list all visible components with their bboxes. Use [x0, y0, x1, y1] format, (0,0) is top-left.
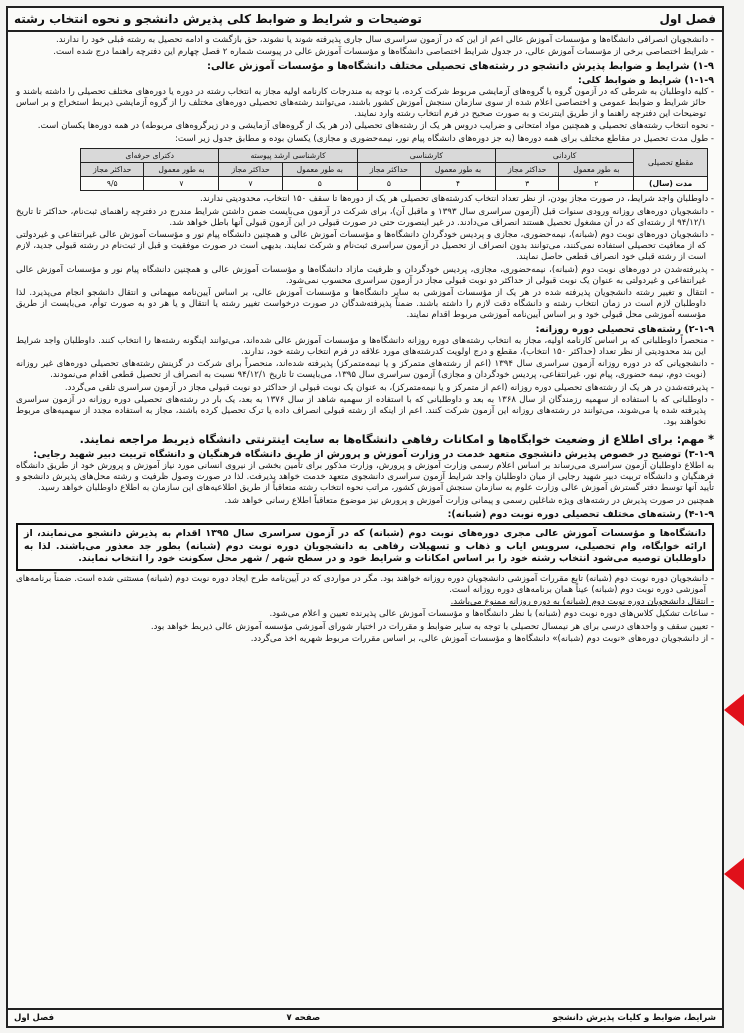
- footer-chapter: فصل اول: [14, 1013, 55, 1023]
- table-cell: ۵: [357, 177, 420, 191]
- intro-paragraph-2: - شرایط اختصاصی برخی از مؤسسات آموزش عالی، در جدول شرایط اختصاصی دانشگاه‌ها و مؤسسات آموزش عالی در پیوست شماره ۲ فصل چهارم این دفترچه راهنما درج شده است.: [53, 47, 714, 58]
- table-row: [81, 177, 708, 191]
- red-pointer-arrow-icon: [724, 694, 744, 726]
- table-level-bachelor: کارشناسی: [357, 148, 495, 162]
- table-subheader-normal: به طور معمول: [282, 163, 357, 177]
- section-2-title: ۲-۱-۹) رشته‌های تحصیلی دوره روزانه:: [535, 323, 714, 335]
- page-content: [8, 32, 722, 645]
- table-cell: ۳: [496, 177, 559, 191]
- boxed-notice: دانشگاه‌ها و مؤسسات آموزش عالی مجری دوره‌های نوبت دوم (شبانه) که در آزمون سراسری سال ۱۳۹۵ اقدام به پذیرش دانشجو می‌نمایند، از ارائه خوابگاه، وام تحصیلی، سرویس ایاب و ذهاب و تسهیلات رفاهی به دانشجویان دوره نوبت دوم (شبانه) بطور جد معذور می‌باشند. لذا به داوطلبان توصیه می‌شود انتخاب رشته خود را بر اساس امکانات و شرایط خود و در سطح شهر / شهر محل سکونت خود را انتخاب نمایند.: [16, 523, 714, 571]
- red-pointer-arrow-icon: [724, 858, 744, 890]
- footer-booklet-title: شرایط، ضوابط و کلیات پذیرش دانشجو: [552, 1013, 716, 1023]
- table-cell: ۹/۵: [81, 177, 144, 191]
- section-1-item-3: - طول مدت تحصیل در مقاطع مختلف برای همه دوره‌ها (به جز دوره‌های دانشگاه پیام نور، نیمه‌حضوری و مجازی) یکسان بوده و مطابق جدول زیر است:: [174, 133, 714, 144]
- page-header: [8, 8, 722, 32]
- section-2-item-1: - منحصراً داوطلبانی که بر اساس کارنامه اولیه، مجاز به انتخاب رشته‌های دوره روزانه دانشگاه‌ها و مؤسسات آموزش عالی شده‌اند، می‌توانند اینگونه رشته‌ها را انتخاب کنند. داوطلبان واجد شرایط این بند محدودیتی از نظر تعداد (حداکثر ۱۵۰ انتخاب)، مقطع و درج اولویت کدرشته‌های مورد علاقه در فرم انتخاب رشته خود، ندارند.: [16, 335, 714, 358]
- section-4-title: ۴-۱-۹) رشته‌های مختلف تحصیلی دوره نوبت دوم (شبانه):: [447, 508, 714, 520]
- table-subheader-row: [81, 163, 708, 177]
- after-table-item-3: - دانشجویان دوره‌های نوبت دوم (شبانه)، نیمه‌حضوری، مجازی و پردیس خودگردان دانشگاه‌ها و مؤسسات آموزش عالی و همچنین دانشگاه پیام نور و مؤسسات آموزش عالی غیرانتفاعی و غیردولتی که از معافیت تحصیلی استفاده نمی‌کنند، می‌توانند بدون انصراف از تحصیل در آزمون سراسری ثبت‌نام و شرکت نمایند. بدیهی است در صورت موفقیت و قبل از ثبت‌نام در رشته قبولی جدید، لازم است از رشته قبلی خود انصراف قطعی حاصل نمایند.: [16, 230, 714, 263]
- important-note: * مهم: برای اطلاع از وضعیت خوابگاه‌ها و امکانات رفاهی دانشگاه‌ها به سایت اینترنتی دانشگاه ذیربط مراجعه نمایند.: [79, 432, 714, 446]
- section-3-body: به اطلاع داوطلبان آزمون سراسری می‌رساند بر اساس اعلام رسمی وزارت آموزش و پرورش، وزارت مذکور برای تأمین بخشی از نیروی انسانی مورد نیاز آموزش و پرورش خود از طریق دانشگاه فرهنگیان و دانشگاه تربیت دبیر شهید رجایی از میان داوطلبان واجد شرایط آزمون سراسری دانشجوی متعهد خدمت خواهد پذیرفت. لذا در صورت وصول ظرفیت و رشته محل‌های پذیرش دانشجو و تأیید آنها توسط دفتر گسترش آموزش عالی وزارت علوم به سازمان سنجش آموزش کشور، مراتب نحوه انتخاب رشته متعاقباً از طریق اطلاعیه‌های این سازمان به اطلاع داوطلبان خواهد رسید.: [16, 460, 714, 494]
- section-4-item-1: - دانشجویان دوره نوبت دوم (شبانه) تابع مقررات آموزشی دانشجویان دوره روزانه خواهند بود. مگر در مواردی که در آیین‌نامه طرح ایجاد دوره نوبت دوم (شبانه) مستثنی شده است. ضمناً برنامه‌های آموزشی دوره نوبت دوم (شبانه) عیناً همان برنامه‌های دوره روزانه است.: [16, 573, 714, 595]
- table-cell: ۵: [282, 177, 357, 191]
- section-1-subtitle: ۱-۱-۹) شرایط و ضوابط کلی:: [578, 74, 714, 86]
- after-table-item-1: - داوطلبان واجد شرایط، در صورت مجاز بودن، از نظر تعداد انتخاب کدرشته‌های تحصیلی هر یک از دوره‌ها تا سقف ۱۵۰ انتخاب، محدودیتی ندارند.: [199, 194, 714, 205]
- after-table-item-5: - انتقال و تغییر رشته دانشجویان پذیرفته شده در هر یک از مؤسسات آموزشی به سایر دانشگاه‌ها و مؤسسات آموزش عالی، بر اساس آیین‌نامه میهمانی و انتقال دانشجو انجام می‌پذیرد. لذا داوطلبان لازم است در زمان انتخاب رشته و دانشگاه دقت لازم را داشته باشند. ضمناً پذیرفته‌شدگان در صورت درخواست تغییر رشته یا انتقال و یا هر دو به صورت توأم، می‌بایست از طریق مؤسسه آموزشی محل قبولی خود و بر اساس آیین‌نامه آموزشی مربوط اقدام نمایند.: [16, 288, 714, 321]
- table-level-header: مقطع تحصیلی: [634, 148, 708, 176]
- intro-paragraph-1: - دانشجویان انصرافی دانشگاه‌ها و مؤسسات آموزش عالی اعم از این که در آزمون سراسری سال جاری پذیرفته شوند یا نشوند، حق بازگشت و ادامه تحصیل به رشته قبلی خود را ندارند.: [56, 35, 714, 45]
- document-page: [6, 6, 724, 1028]
- table-level-professional-doctorate: دکترای حرفه‌ای: [81, 148, 219, 162]
- section-3-title: ۳-۱-۹) توضیح در خصوص پذیرش دانشجوی متعهد خدمت در وزارت آموزش و پرورش از طریق دانشگاه فرهنگیان و دانشگاه تربیت دبیر شهید رجایی:: [33, 448, 714, 460]
- section-1-item-2: - نحوه انتخاب رشته‌های تحصیلی و همچنین مواد امتحانی و ضرایب دروس هر یک از رشته‌های تحصیلی (در هر یک از گروه‌های آزمایشی و در زیرگروه‌های مربوطه) در همه دوره‌ها یکسان است.: [37, 121, 714, 132]
- table-subheader-max: حداکثر مجاز: [219, 163, 282, 177]
- table-header-row: [81, 148, 708, 162]
- table-subheader-normal: به طور معمول: [421, 163, 496, 177]
- chapter-label: فصل اول: [659, 12, 716, 26]
- section-1-item-1: - کلیه داوطلبان به شرطی که در آزمون گروه یا گروه‌های آزمایشی مربوط شرکت کرده، با توجه به مندرجات کارنامه اولیه مجاز به انتخاب رشته در دوره یا دوره‌های مختلف تحصیلی را داشته باشند و حائز شرایط و ضوابط عمومی و اختصاصی اعلام شده از سوی سازمان سنجش آموزش کشور باشند، می‌توانند رشته‌های تحصیلی دوره‌های مختلف را از گروه آزمایشی ذیربط استخراج و بر اساس توضیحات این دفترچه راهنما و از طریق اینترنت و به صورت صحیح در فرم انتخاب رشته وارد نمایند.: [16, 86, 714, 120]
- after-table-item-4: - پذیرفته‌شدن در دوره‌های نوبت دوم (شبانه)، نیمه‌حضوری، مجازی، پردیس خودگردان و ظرفیت مازاد دانشگاه‌ها و مؤسسات آموزش عالی و همچنین دانشگاه پیام نور و مؤسسات آموزش عالی غیرانتفاعی و غیردولتی به عنوان یک نوبت قبولی از حداکثر دو نوبت قبولی مجاز در آزمون سراسری محسوب نمی‌شود.: [16, 264, 714, 286]
- section-2-item-3: - پذیرفته‌شدن در هر یک از رشته‌های تحصیلی دوره روزانه (اعم از متمرکز و یا نیمه‌متمرکز)، به عنوان یک نوبت قبولی از حداکثر دو نوبت قبولی مجاز در آزمون سراسری تلقی می‌گردد.: [64, 382, 714, 393]
- section-2-item-2: - دانشجویانی که در دوره روزانه آزمون سراسری سال ۱۳۹۴ (اعم از رشته‌های متمرکز و یا نیمه‌متمرکز) پذیرفته شده‌اند، منحصراً برای شرکت در گزینش رشته‌های تحصیلی دوره‌های غیر روزانه (نوبت دوم، نیمه حضوری، پیام نور، غیرانتفاعی، پردیس خودگردان و مجازی) آزمون سراسری سال ۱۳۹۵، می‌بایست تا تاریخ ۹۴/۱۲/۱ نسبت به انصراف از تحصیل قطعی اقدام می‌نمودند.: [16, 359, 714, 381]
- table-subheader-max: حداکثر مجاز: [357, 163, 420, 177]
- section-2-item-4: - داوطلبانی که با استفاده از سهمیه رزمندگان از سال ۱۳۶۸ به بعد و داوطلبانی که با استفاده از سهمیه شاهد از سال ۱۳۷۶ به بعد، یک بار در رشته‌های تحصیلی دوره روزانه در آزمون سراسری پذیرفته شده یا می‌شوند، می‌توانند در رشته‌های روزانه این آزمون شرکت کنند. اعم از اینکه از رشته قبولی انصراف داده یا ترک تحصیل کرده باشند، مجاز به استفاده مجدد از سهمیه‌های مربوط نخواهند بود.: [16, 394, 715, 428]
- section-1-title: ۱-۹) شرایط و ضوابط پذیرش دانشجو در رشته‌های تحصیلی مختلف دانشگاه‌ها و مؤسسات آموزش عالی:: [206, 61, 714, 73]
- page-footer: [8, 1008, 722, 1026]
- table-subheader-normal: به طور معمول: [144, 163, 219, 177]
- study-duration-table: [80, 148, 708, 192]
- page-number: صفحه ۷: [286, 1013, 321, 1023]
- section-4-item-4: - تعیین سقف و واحدهای درسی برای هر نیمسال تحصیلی با توجه به سایر ضوابط و مقررات در اختیار شورای آموزشی مؤسسه آموزش عالی ذیربط خواهد بود.: [150, 621, 714, 632]
- table-subheader-max: حداکثر مجاز: [496, 163, 559, 177]
- table-cell: ۷: [144, 177, 219, 191]
- table-level-associate: کاردانی: [496, 148, 634, 162]
- table-cell: ۴: [421, 177, 496, 191]
- section-4-item-3: - ساعات تشکیل کلاس‌های دوره نوبت دوم (شبانه) با نظر دانشگاه‌ها و مؤسسات آموزش عالی پذیرنده تعیین و اعلام می‌شود.: [269, 609, 714, 620]
- section-4-item-2: - انتقال دانشجویان دوره نوبت دوم (شبانه) به دوره روزانه ممنوع می‌باشد.: [450, 597, 714, 608]
- table-subheader-normal: به طور معمول: [559, 163, 634, 177]
- table-cell: ۲: [559, 177, 634, 191]
- table-level-integrated-master: کارشناسی ارشد پیوسته: [219, 148, 357, 162]
- table-duration-label: مدت (سال): [634, 177, 708, 191]
- after-table-item-2: - دانشجویان دوره‌های روزانه ورودی سنوات قبل (آزمون سراسری سال ۱۳۹۳ و ماقبل آن)، برای شرکت در آزمون می‌بایست ضمن داشتن شرایط مندرج در دفترچه راهنمای ثبت‌نام، حداکثر تا تاریخ ۹۴/۱۲/۱ از رشته‌ای که در آن مشغول تحصیل هستند انصراف می‌دادند. در غیر اینصورت حتی در صورت قبولی در این آزمون قبولی آنها باطل خواهد شد.: [16, 206, 714, 228]
- section-3-body-2: همچنین در صورت پذیرش در رشته‌های ویژه شاغلین رسمی و پیمانی وزارت آموزش و پرورش نیز موضوع متعاقباً اطلاع رسانی خواهد شد.: [224, 495, 714, 506]
- table-cell: ۷: [219, 177, 282, 191]
- section-4-item-5: - از دانشجویان دوره‌های «نوبت دوم (شبانه)» دانشگاه‌ها و مؤسسات آموزش عالی، بر اساس مقررات مربوط شهریه اخذ می‌گردد.: [250, 633, 714, 644]
- page-title: توضیحات و شرایط و ضوابط کلی پذیرش دانشجو و نحوه انتخاب رشته: [14, 12, 422, 26]
- table-subheader-max: حداکثر مجاز: [81, 163, 144, 177]
